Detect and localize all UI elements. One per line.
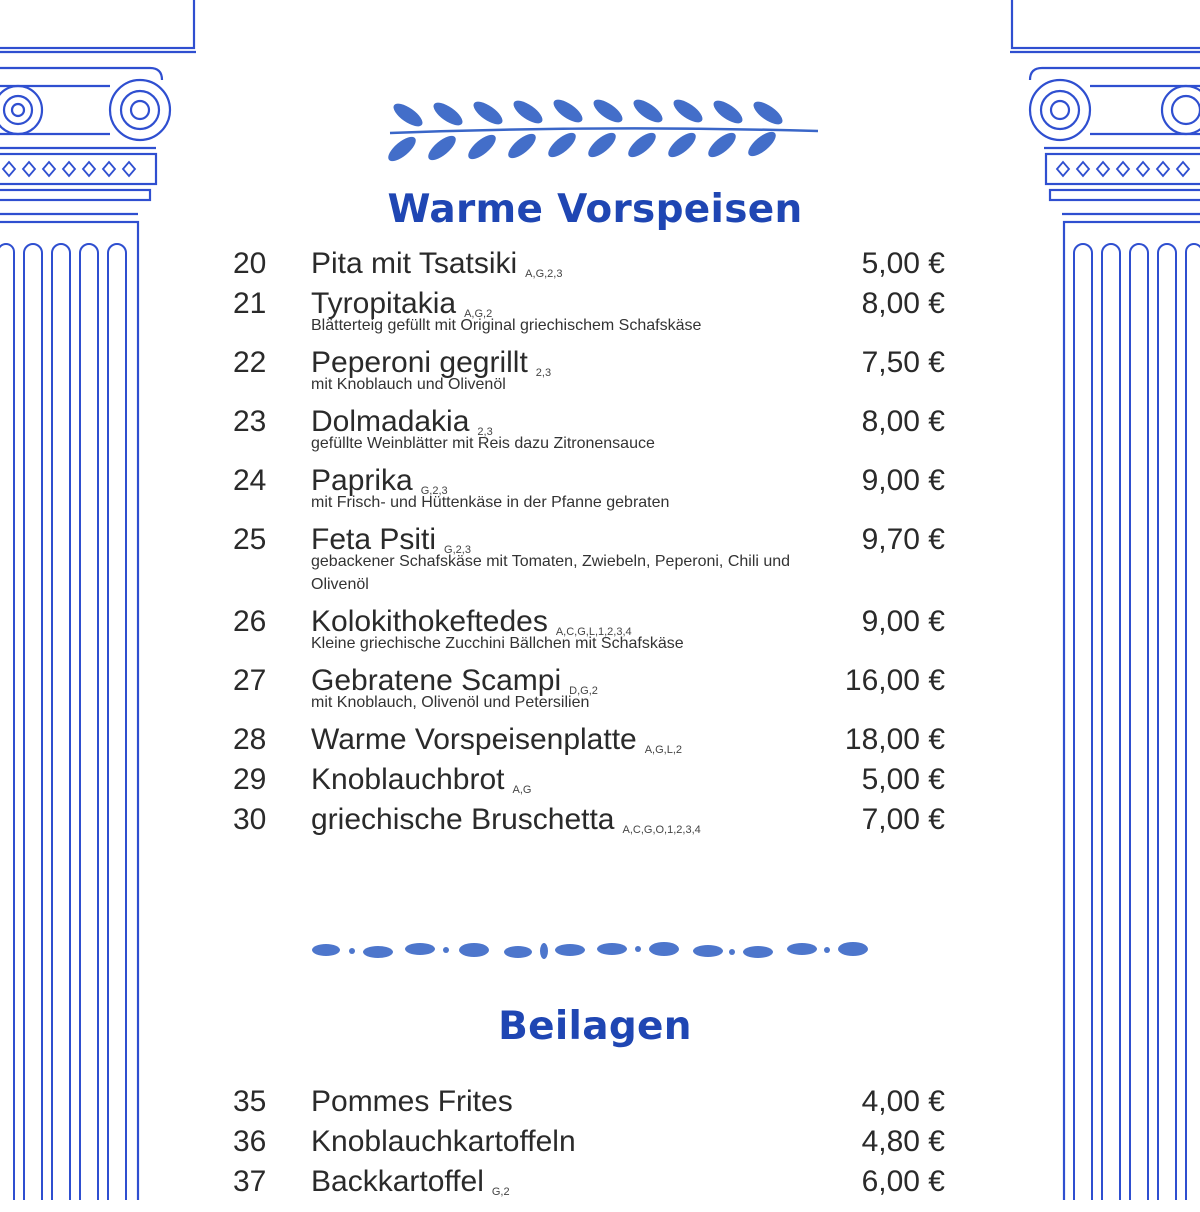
item-name-wrapper [311, 343, 551, 393]
menu-item-row [233, 720, 945, 760]
item-description: Blätterteig gefüllt mit Original griechischem Schafskäse [311, 317, 702, 334]
ionic-column-left-svg [0, 0, 200, 1200]
item-description: mit Frisch- und Hüttenkäse in der Pfanne gebraten [311, 494, 670, 511]
menu-item-row [233, 661, 945, 701]
menu-item [233, 343, 945, 402]
menu-item [233, 461, 945, 520]
item-name: Paprika [311, 464, 413, 497]
menu-item [233, 1162, 945, 1202]
item-number: 20 [233, 247, 267, 280]
menu-item-row [233, 1082, 945, 1122]
item-number: 28 [233, 723, 267, 756]
item-number: 36 [233, 1125, 267, 1158]
item-number: 27 [233, 664, 267, 697]
menu-item-row [233, 1122, 945, 1162]
ionic-column-left-icon [0, 0, 200, 1200]
item-description: gefüllte Weinblätter mit Reis dazu Zitronensauce [311, 435, 655, 452]
ionic-column-right-icon [1000, 0, 1200, 1200]
ionic-column-right-svg [1000, 0, 1200, 1200]
menu-item-row [233, 520, 945, 560]
item-name: Backkartoffel [311, 1165, 484, 1198]
menu-item-row [233, 602, 945, 642]
menu-item [233, 661, 945, 720]
item-name-wrapper [311, 520, 471, 570]
item-allergens: G,2 [491, 1186, 510, 1198]
item-description: mit Knoblauch, Olivenöl und Petersilien [311, 694, 590, 711]
droplet-divider-svg [300, 934, 880, 968]
item-name: Pommes Frites [311, 1085, 513, 1118]
item-number: 29 [233, 763, 267, 796]
menu-item [233, 520, 945, 602]
menu-item [233, 284, 945, 343]
menu-list-beilagen [233, 1082, 945, 1202]
item-allergens: A,G [512, 784, 532, 796]
menu-item-row [233, 343, 945, 383]
section-title-warme-vorspeisen: Warme Vorspeisen [387, 187, 803, 232]
item-price: 5,00 € [861, 763, 945, 796]
menu-item-row [233, 760, 945, 800]
item-name: Dolmadakia [311, 405, 470, 438]
item-number: 26 [233, 605, 267, 638]
item-number: 24 [233, 464, 267, 497]
menu-item-row [233, 284, 945, 324]
item-name-wrapper [311, 1122, 576, 1162]
menu-item-row [233, 1162, 945, 1202]
item-name: Knoblauchbrot [311, 763, 505, 796]
item-price: 9,00 € [861, 605, 945, 638]
menu-item [233, 244, 945, 284]
item-number: 23 [233, 405, 267, 438]
section-title-beilagen: Beilagen [498, 1004, 692, 1049]
item-price: 5,00 € [861, 247, 945, 280]
item-number: 37 [233, 1165, 267, 1198]
item-allergens: A,C,G,L,1,2,3,4 [555, 626, 632, 638]
item-number: 30 [233, 803, 267, 836]
item-price: 16,00 € [844, 664, 945, 697]
item-price: 8,00 € [861, 405, 945, 438]
menu-item [233, 720, 945, 760]
item-name: Feta Psiti [311, 523, 437, 556]
menu-item-row [233, 402, 945, 442]
item-price: 9,00 € [861, 464, 945, 497]
droplet-divider-icon [300, 934, 880, 968]
item-description: mit Knoblauch und Olivenöl [311, 376, 506, 393]
menu-item [233, 402, 945, 461]
item-name: Gebratene Scampi [311, 664, 562, 697]
item-name: Knoblauchkartoffeln [311, 1125, 576, 1158]
item-price: 7,50 € [861, 346, 945, 379]
item-name-wrapper [311, 1162, 510, 1212]
item-description: Kleine griechische Zucchini Bällchen mit Schafskäse [311, 635, 684, 652]
item-allergens: A,C,G,O,1,2,3,4 [622, 824, 701, 836]
item-price: 4,00 € [861, 1085, 945, 1118]
menu-item [233, 800, 945, 840]
menu-item-row [233, 244, 945, 284]
item-number: 25 [233, 523, 267, 556]
item-allergens: 2,3 [477, 426, 493, 438]
item-name-wrapper [311, 284, 492, 334]
item-price: 7,00 € [861, 803, 945, 836]
item-allergens: A,G,2,3 [525, 268, 563, 280]
item-allergens: G,2,3 [420, 485, 448, 497]
item-allergens: A,G,2 [464, 308, 493, 320]
item-price: 6,00 € [861, 1165, 945, 1198]
item-price: 9,70 € [861, 523, 945, 556]
item-name-wrapper [311, 602, 632, 652]
item-price: 4,80 € [861, 1125, 945, 1158]
menu-item [233, 1082, 945, 1122]
item-name-wrapper [311, 800, 701, 850]
item-allergens: D,G,2 [569, 685, 598, 697]
item-allergens: A,G,L,2 [644, 744, 683, 756]
item-description: gebackener Schafskäse mit Tomaten, Zwiebeln, Peperoni, Chili und Olivenöl [311, 553, 791, 593]
item-allergens: G,2,3 [444, 544, 471, 556]
item-price: 8,00 € [861, 287, 945, 320]
item-price: 18,00 € [844, 723, 945, 756]
item-name-wrapper [311, 661, 598, 711]
item-name-wrapper [311, 402, 493, 452]
menu-item [233, 602, 945, 661]
item-allergens: 2,3 [535, 367, 552, 379]
menu-item [233, 760, 945, 800]
item-name: Kolokithokeftedes [311, 605, 548, 638]
menu-item-row [233, 461, 945, 501]
item-number: 22 [233, 346, 267, 379]
menu-list-warme-vorspeisen [233, 244, 945, 840]
item-name: griechische Bruschetta [311, 803, 615, 836]
item-name-wrapper [311, 1082, 513, 1122]
laurel-branch-svg [378, 95, 828, 170]
item-name: Tyropitakia [311, 287, 457, 320]
item-name-wrapper [311, 461, 448, 511]
item-number: 21 [233, 287, 267, 320]
item-name: Warme Vorspeisenplatte [311, 723, 637, 756]
item-name: Peperoni gegrillt [311, 346, 528, 379]
item-name: Pita mit Tsatsiki [311, 247, 518, 280]
menu-item-row [233, 800, 945, 840]
laurel-branch-icon [378, 95, 828, 170]
menu-item [233, 1122, 945, 1162]
item-number: 35 [233, 1085, 267, 1118]
